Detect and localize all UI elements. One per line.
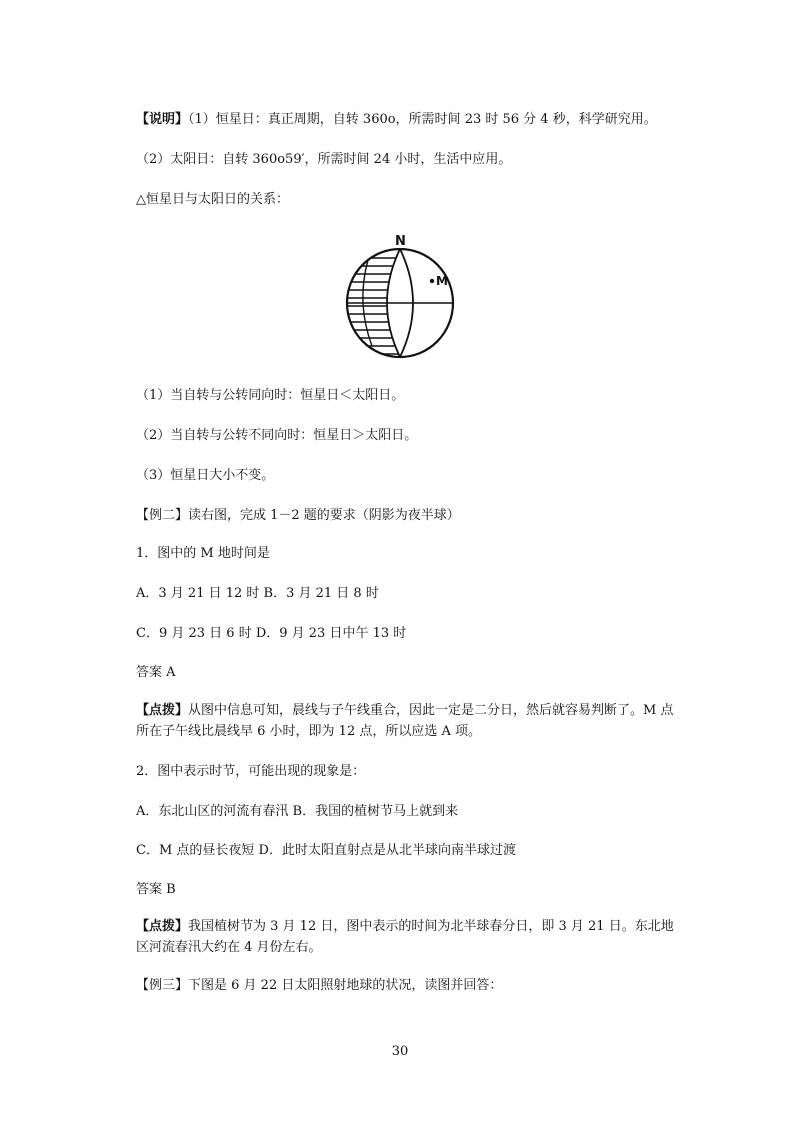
question-1-hint — [136, 700, 676, 742]
question-2-options-ab: A．东北山区的河流有春汛 B．我国的植树节马上就到来 — [136, 804, 459, 819]
hint-text: 我国植树节为 3 月 12 日，图中表示的时间为北半球春分日，即 3 月 21 日。东北地区河流春汛大约在 4 月份左右。 — [136, 919, 674, 955]
relation-heading: △恒星日与太阳日的关系： — [136, 192, 289, 207]
question-1-stem: 1．图中的 M 地时间是 — [136, 546, 270, 561]
note-text: （1）恒星日：真正周期，自转 360o，所需时间 23 时 56 分 4 秒，科学研究用。 — [188, 112, 657, 127]
question-1-options-ab: A．3 月 21 日 12 时 B．3 月 21 日 8 时 — [136, 586, 379, 601]
question-1-options-cd: C．9 月 23 日 6 时 D．9 月 23 日中午 13 时 — [136, 626, 407, 641]
globe-figure — [338, 228, 462, 368]
relation-1: （1）当自转与公转同向时：恒星日＜太阳日。 — [136, 388, 405, 403]
m-point-marker — [430, 279, 434, 283]
example2-heading: 【例二】读右图，完成 1－2 题的要求（阴影为夜半球） — [136, 508, 460, 523]
question-2-answer: 答案 B — [136, 882, 176, 897]
question-2-options-cd: C．M 点的昼长夜短 D．此时太阳直射点是从北半球向南半球过渡 — [136, 843, 516, 858]
hint-tag: 【点拨】 — [136, 703, 189, 718]
solar-day-line: （2）太阳日：自转 360o59′，所需时间 24 小时，生活中应用。 — [136, 152, 512, 167]
note-line — [136, 110, 676, 130]
north-label: N — [395, 234, 406, 249]
relation-3: （3）恒星日大小不变。 — [136, 468, 275, 483]
relation-2: （2）当自转与公转不同向时：恒星日＞太阳日。 — [136, 428, 418, 443]
m-label: M — [436, 274, 448, 288]
example3-heading: 【例三】下图是 6 月 22 日太阳照射地球的状况，读图并回答： — [136, 978, 503, 993]
question-1-answer: 答案 A — [136, 665, 176, 680]
hint-text: 从图中信息可知，晨线与子午线重合，因此一定是二分日，然后就容易判断了。M 点所在子午线比晨线早 6 小时，即为 12 点，所以应选 A 项。 — [136, 703, 674, 739]
question-2-hint — [136, 916, 676, 958]
page-number: 30 — [391, 1044, 409, 1059]
hint-tag: 【点拨】 — [136, 919, 189, 934]
note-tag: 【说明】 — [136, 112, 189, 127]
question-2-stem: 2．图中表示时节，可能出现的现象是： — [136, 764, 366, 779]
